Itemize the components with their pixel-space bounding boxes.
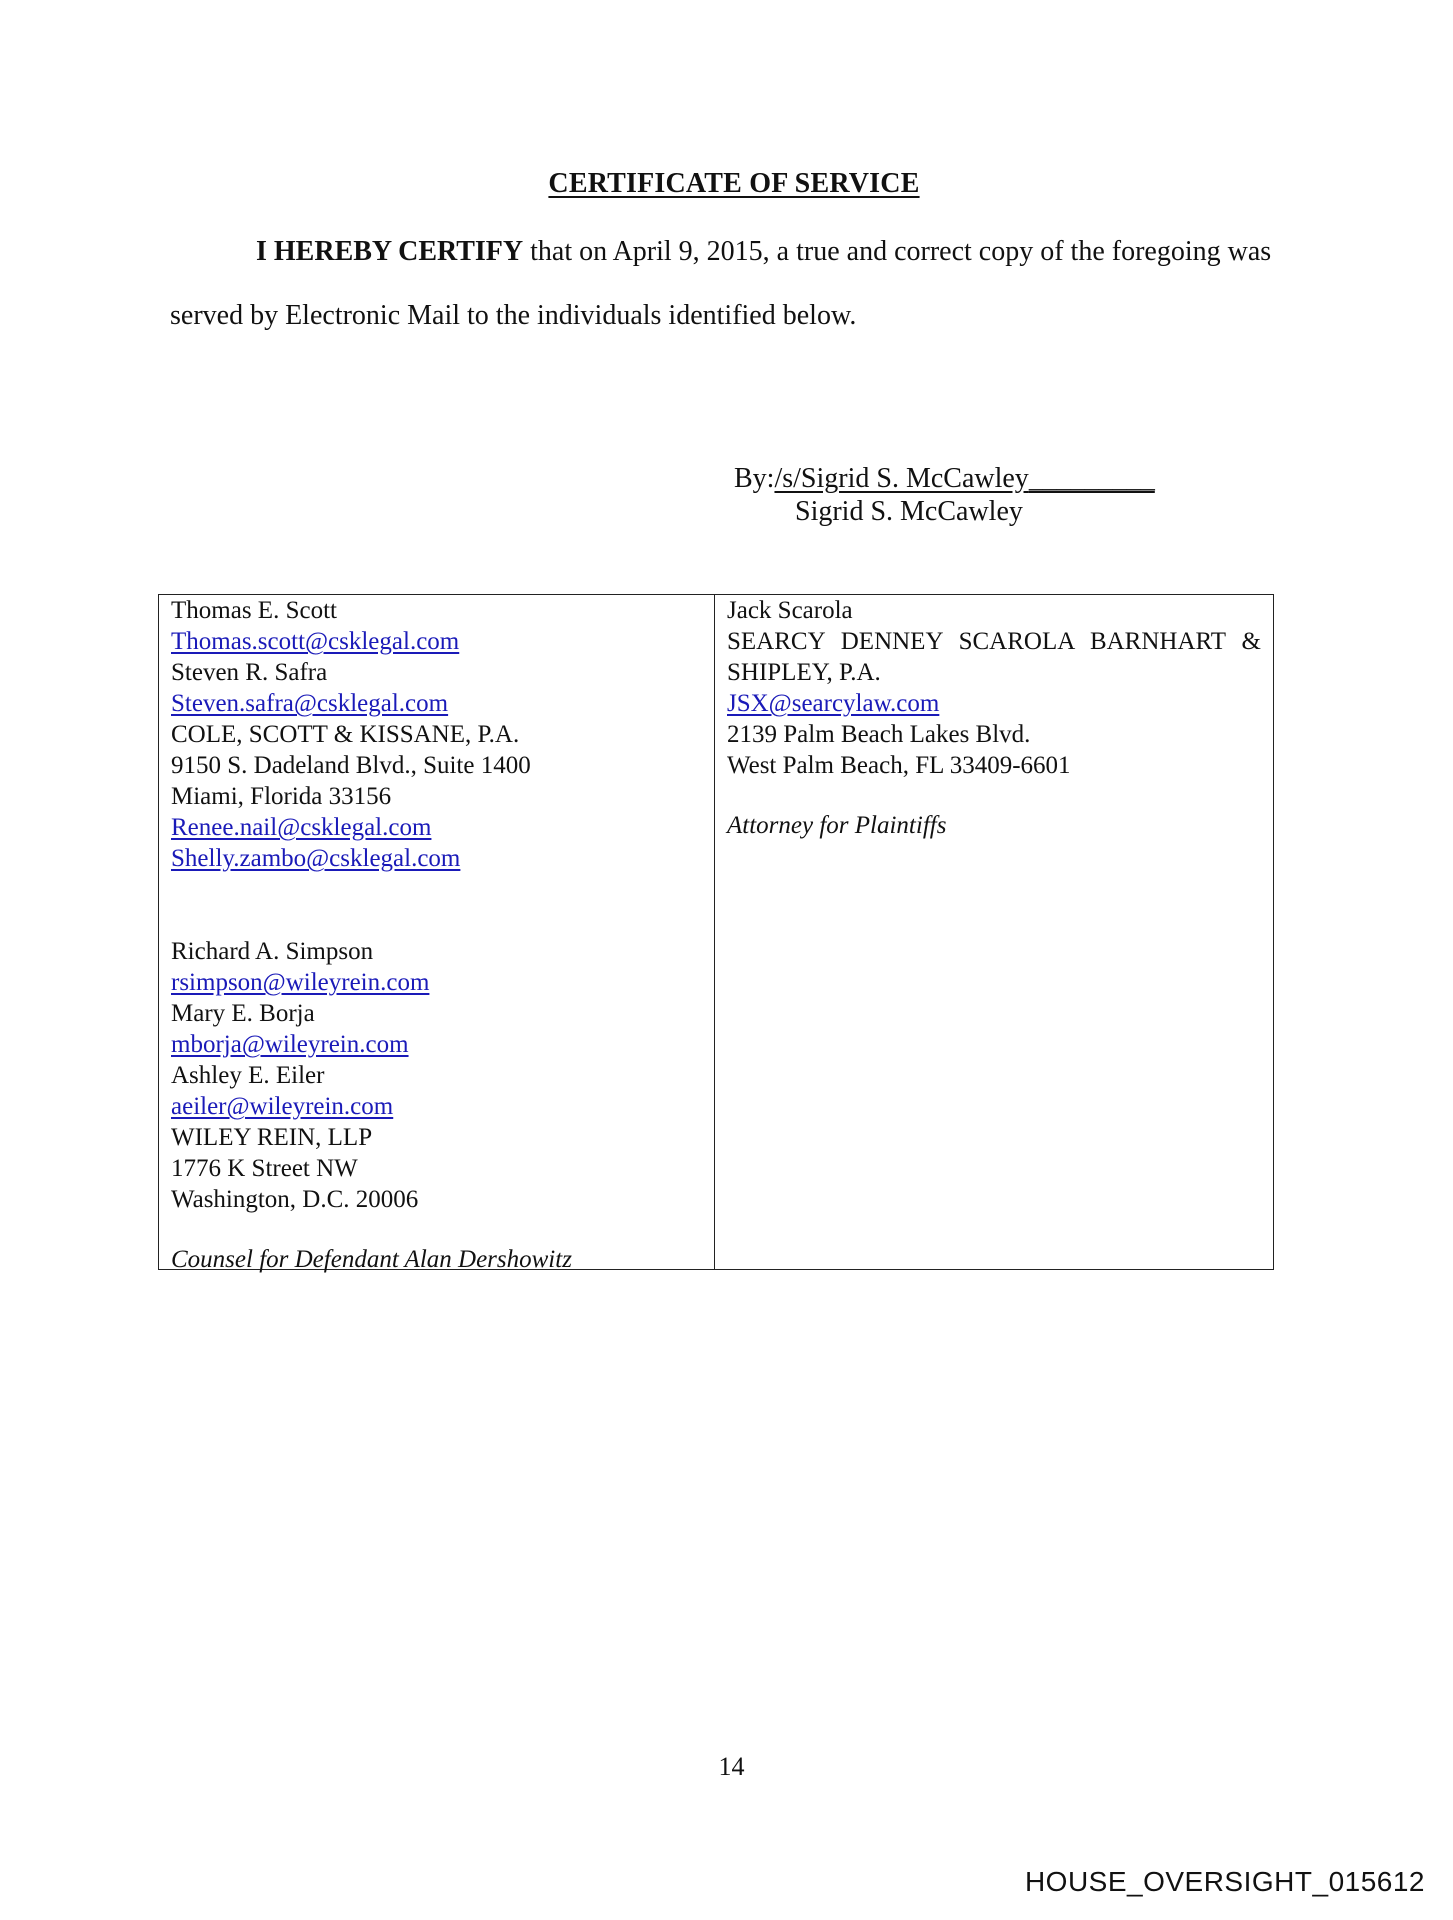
counsel-block-wiley-rein: [171, 936, 714, 1275]
signature-block: [734, 462, 1155, 528]
counsel-name: Thomas E. Scott: [171, 597, 337, 624]
email-link[interactable]: JSX@searcylaw.com: [727, 690, 940, 717]
email-link[interactable]: Thomas.scott@csklegal.com: [171, 628, 460, 655]
service-list-table: [158, 594, 1274, 1273]
signature-line: [734, 462, 1155, 495]
email-link[interactable]: rsimpson@wileyrein.com: [171, 969, 430, 996]
counsel-block-cole-scott: [171, 595, 714, 874]
firm-address-line: Washington, D.C. 20006: [171, 1186, 419, 1213]
counsel-name: Mary E. Borja: [171, 1000, 315, 1027]
certification-paragraph: [170, 220, 1305, 348]
email-link[interactable]: mborja@wileyrein.com: [171, 1031, 409, 1058]
spacer: [727, 781, 1261, 810]
counsel-block-searcy-denney: [727, 595, 1261, 841]
certification-text-1: that on April 9, 2015, a true and correct copy of the foregoing was: [523, 236, 1272, 267]
certification-line-1: [170, 220, 1305, 284]
firm-name: COLE, SCOTT & KISSANE, P.A.: [171, 721, 520, 748]
firm-name: WILEY REIN, LLP: [171, 1124, 373, 1151]
firm-address-line: 2139 Palm Beach Lakes Blvd.: [727, 721, 1031, 748]
email-link[interactable]: Shelly.zambo@csklegal.com: [171, 845, 461, 872]
email-link[interactable]: Steven.safra@csklegal.com: [171, 690, 449, 717]
counsel-name: Jack Scarola: [727, 597, 853, 624]
service-list-right-column: [715, 595, 1273, 1269]
firm-address-line: 9150 S. Dadeland Blvd., Suite 1400: [171, 752, 531, 779]
signature-text: /s/Sigrid S. McCawley: [774, 463, 1029, 494]
email-link[interactable]: aeiler@wileyrein.com: [171, 1093, 394, 1120]
counsel-role: Counsel for Defendant Alan Dershowitz: [171, 1246, 572, 1273]
page-number: 14: [718, 1752, 745, 1781]
spacer: [171, 874, 714, 936]
firm-name-continued: SHIPLEY, P.A.: [727, 659, 881, 686]
certification-line-2: served by Electronic Mail to the individuals identified below.: [170, 300, 857, 331]
bates-number: HOUSE_OVERSIGHT_015612: [1024, 1866, 1425, 1897]
firm-address-line: West Palm Beach, FL 33409-6601: [727, 752, 1071, 779]
counsel-role: Attorney for Plaintiffs: [727, 812, 947, 839]
counsel-name: Ashley E. Eiler: [171, 1062, 325, 1089]
page-title: CERTIFICATE OF SERVICE: [548, 168, 920, 199]
firm-name: SEARCY DENNEY SCAROLA BARNHART &: [727, 628, 1261, 655]
signature-by-label: By:: [734, 463, 775, 494]
spacer: [171, 1215, 714, 1244]
certification-lead: I HEREBY CERTIFY: [256, 236, 524, 267]
service-list-left-column: [159, 595, 715, 1273]
signature-printed-name: Sigrid S. McCawley: [795, 496, 1023, 527]
firm-address-line: 1776 K Street NW: [171, 1155, 358, 1182]
email-link[interactable]: Renee.nail@csklegal.com: [171, 814, 432, 841]
signature-blank: _________: [1028, 463, 1155, 494]
counsel-name: Richard A. Simpson: [171, 938, 374, 965]
counsel-name: Steven R. Safra: [171, 659, 328, 686]
firm-address-line: Miami, Florida 33156: [171, 783, 392, 810]
